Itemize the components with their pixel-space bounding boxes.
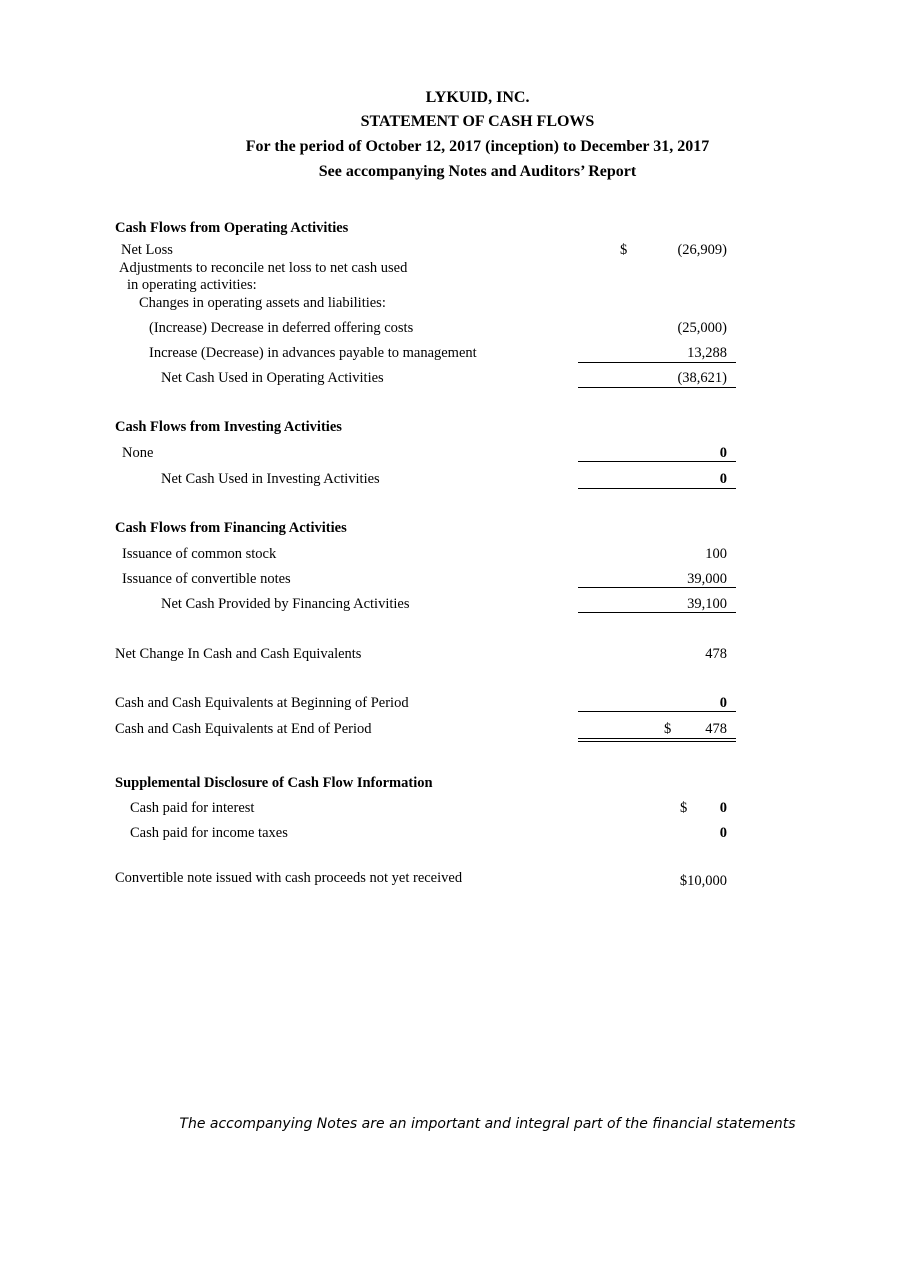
deferred-offering-value: (25,000): [677, 320, 727, 336]
changes-label: Changes in operating assets and liabilities:: [139, 295, 386, 311]
net-financing-label: Net Cash Provided by Financing Activities: [161, 596, 410, 612]
common-stock-label: Issuance of common stock: [122, 546, 277, 562]
statement-title: STATEMENT OF CASH FLOWS: [360, 113, 595, 130]
footer-note: The accompanying Notes are an important and integral part of the financial statements: [179, 1116, 796, 1132]
double-underline-top: [578, 738, 736, 739]
net-operating-label: Net Cash Used in Operating Activities: [161, 370, 384, 386]
advances-payable-value: 13,288: [687, 345, 727, 361]
advances-payable-label: Increase (Decrease) in advances payable to management: [149, 345, 477, 361]
net-change-value: 478: [705, 646, 727, 662]
divider-line: [578, 587, 736, 588]
cash-end-label: Cash and Cash Equivalents at End of Period: [115, 721, 372, 737]
double-underline-bottom: [578, 741, 736, 742]
net-loss-label: Net Loss: [121, 242, 173, 258]
net-investing-value: 0: [719, 471, 727, 487]
common-stock-value: 100: [705, 546, 727, 562]
divider-line: [578, 362, 736, 363]
cash-begin-label: Cash and Cash Equivalents at Beginning of Period: [115, 695, 409, 711]
statement-note: See accompanying Notes and Auditors’ Report: [318, 163, 637, 180]
net-loss-dollar: $: [620, 242, 628, 258]
interest-paid-dollar: $: [680, 800, 688, 816]
divider-line: [578, 461, 736, 462]
net-operating-value: (38,621): [677, 370, 727, 386]
net-financing-value: 39,100: [687, 596, 727, 612]
net-change-label: Net Change In Cash and Cash Equivalents: [115, 646, 362, 662]
investing-none-label: None: [122, 445, 154, 461]
adjustments-label-line2: in operating activities:: [127, 277, 257, 293]
operating-section-title: Cash Flows from Operating Activities: [115, 220, 349, 236]
company-name: LYKUID, INC.: [425, 89, 530, 106]
adjustments-label-line1: Adjustments to reconcile net loss to net cash used: [119, 260, 408, 276]
convertible-note-value: $10,000: [679, 873, 727, 889]
divider-line: [578, 387, 736, 388]
supplemental-section-title: Supplemental Disclosure of Cash Flow Information: [115, 775, 433, 791]
net-investing-label: Net Cash Used in Investing Activities: [161, 471, 380, 487]
cash-end-dollar: $: [664, 721, 672, 737]
taxes-paid-value: 0: [719, 825, 727, 841]
divider-line: [578, 612, 736, 613]
convertible-notes-value: 39,000: [687, 571, 727, 587]
interest-paid-label: Cash paid for interest: [130, 800, 255, 816]
investing-section-title: Cash Flows from Investing Activities: [115, 419, 342, 435]
financing-section-title: Cash Flows from Financing Activities: [115, 520, 347, 536]
cash-end-value: 478: [705, 721, 727, 737]
convertible-note-label: Convertible note issued with cash proceeds not yet received: [115, 870, 463, 886]
deferred-offering-label: (Increase) Decrease in deferred offering costs: [149, 320, 414, 336]
statement-period: For the period of October 12, 2017 (inception) to December 31, 2017: [245, 138, 710, 155]
net-loss-value: (26,909): [677, 242, 727, 258]
divider-line: [578, 488, 736, 489]
taxes-paid-label: Cash paid for income taxes: [130, 825, 288, 841]
divider-line: [578, 711, 736, 712]
interest-paid-value: 0: [719, 800, 727, 816]
cash-begin-value: 0: [719, 695, 727, 711]
convertible-notes-label: Issuance of convertible notes: [122, 571, 291, 587]
investing-none-value: 0: [719, 445, 727, 461]
